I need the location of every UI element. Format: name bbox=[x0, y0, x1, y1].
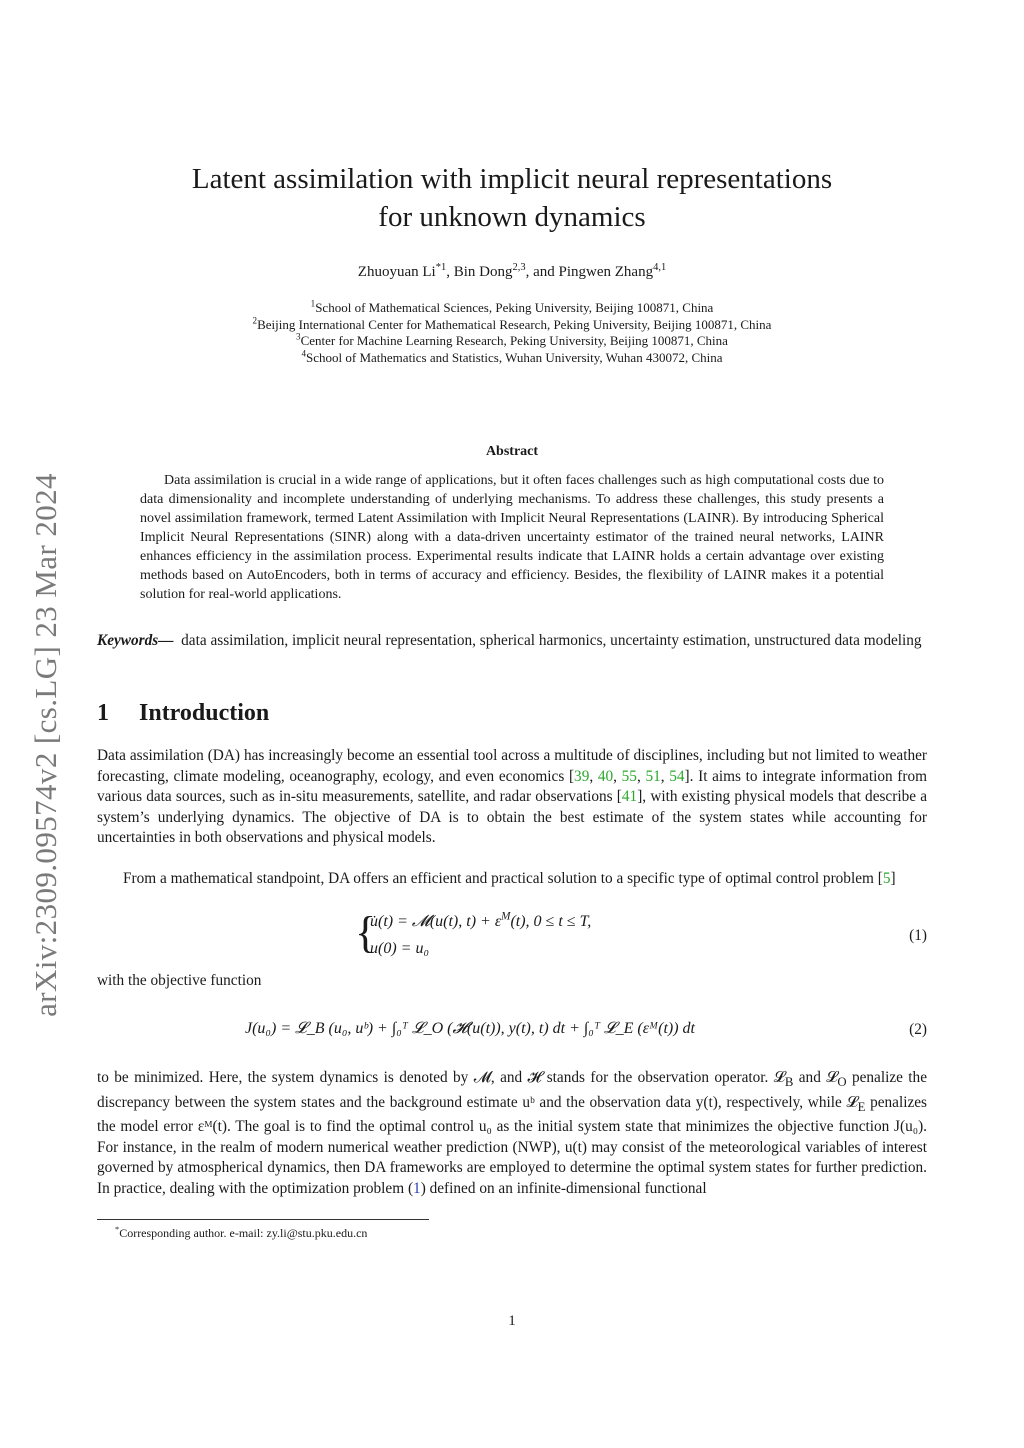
author-name: Zhuoyuan Li bbox=[357, 264, 436, 280]
paper-title bbox=[0, 160, 1024, 236]
affiliation: $^3$Center for Machine Learning Research, Peking University, Beijing 100871, China bbox=[296, 331, 728, 348]
author-sup: *1 bbox=[435, 262, 447, 273]
keywords-label: Keywords— bbox=[97, 632, 174, 649]
abstract-body bbox=[140, 471, 884, 604]
page-number: 1 bbox=[508, 1313, 516, 1329]
affiliation: $^1$School of Mathematical Sciences, Peking University, Beijing 100871, China bbox=[310, 298, 714, 315]
section-heading bbox=[97, 700, 269, 727]
keywords bbox=[97, 631, 927, 652]
affiliation: $^4$School of Mathematics and Statistics, Wuhan University, Wuhan 430072, China bbox=[301, 348, 723, 365]
equation-number: (1) bbox=[909, 927, 927, 944]
equation-number: (2) bbox=[909, 1021, 927, 1038]
intro-paragraph-1: Data assimilation (DA) has increasingly become an essential tool across a multitude of disciplines, including but not limited to weather forecasting, climate modeling, oceanography, ecology, and even economics [39, 40, 55, 51, 54]. It aims to integrate information from various data sources, such as in-situ measurements, satellite, and radar observations [41], with existing physical models that describe a system’s underlying dynamics. The objective of DA is to obtain the best estimate of the system states while accounting for uncertainties in both observations and physical models. bbox=[97, 747, 928, 846]
citation-link[interactable]: 54 bbox=[669, 767, 685, 785]
citation-link[interactable]: 40 bbox=[597, 767, 614, 785]
equation-1-line-2: u(0) = u₀ bbox=[370, 940, 430, 957]
equation-1-line-1: u̇(t) = 𝓜(u(t), $t) + \varepsilon^M(t)$, 0 ≤ t ≤ T, bbox=[370, 910, 592, 930]
citation-link[interactable]: 41 bbox=[621, 788, 638, 805]
author-name: Pingwen Zhang bbox=[558, 264, 654, 280]
author-sup: 2,3 bbox=[512, 262, 526, 273]
intro-paragraph-4: to be minimized. Here, the system dynamics is denoted by 𝓜, and 𝓗 stands for the observation operator. 𝓛$_B$ and 𝓛$_O$ penalize the discrepancy between the system states and the background estimate uᵇ and the observation data y(t), respectively, while 𝓛$_E$ penalizes the model error εᴹ(t). The goal is to find the optimal control u₀ as the initial system state that minimizes the objective function J(u₀). For instance, in the realm of modern numerical weather prediction (NWP), u(t) may consist of the meteorological variables of interest governed by atmospherical dynamics, then DA frameworks are employed to determine the optimal system states for further prediction. In practice, dealing with the optimization problem (1) defined on an infinite-dimensional functional bbox=[97, 1069, 927, 1197]
title-line-2: for unknown dynamics bbox=[378, 201, 646, 233]
section-number: 1 bbox=[97, 700, 109, 726]
footnote-divider bbox=[97, 1219, 429, 1220]
title-line-1: Latent assimilation with implicit neural representations bbox=[191, 163, 833, 195]
equation-ref-link[interactable]: 1 bbox=[413, 1179, 421, 1197]
abstract-text: Data assimilation is crucial in a wide range of applications, but it often faces challenges such as high computational costs due to data dimensionality and incomplete understanding of underlying mechanisms. To address these challenges, this study presents a novel assimilation framework, termed Latent Assimilation with Implicit Neural Representations (LAINR). By introducing Spherical Implicit Neural Representations (SINR) along with a data-driven uncertainty estimator of the trained neural networks, LAINR enhances efficiency in the assimilation process. Experimental results indicate that LAINR holds a certain advantage over existing methods based on AutoEncoders, both in terms of accuracy and efficiency. Besides, the flexibility of LAINR makes it a potential solution for real-world applications. bbox=[140, 473, 884, 602]
equation-brace: { bbox=[355, 908, 377, 957]
footnote: *Corresponding author. e-mail: zy.li@stu.pku.edu.cn bbox=[115, 1225, 368, 1240]
arxiv-identifier: arXiv:2309.09574v2 [cs.LG] 23 Mar 2024 bbox=[28, 473, 63, 1017]
author-list bbox=[0, 264, 1024, 281]
author-sep: , and bbox=[525, 264, 559, 280]
citation-link[interactable]: 39 bbox=[574, 767, 590, 785]
citation-link[interactable]: 55 bbox=[621, 767, 637, 785]
citation-link[interactable]: 5 bbox=[882, 870, 891, 887]
equation-2: J(u₀) = 𝓛_B (u₀, uᵇ) + ∫₀ᵀ 𝓛_O (𝓗(u(t)), y(t), t) dt + ∫₀ᵀ 𝓛_E (εᴹ(t)) dt bbox=[245, 1020, 695, 1037]
abstract-heading: Abstract bbox=[485, 444, 539, 459]
intro-paragraph-3: with the objective function bbox=[97, 972, 262, 989]
affiliations bbox=[0, 300, 1024, 366]
intro-paragraph-2: From a mathematical standpoint, DA offers an efficient and practical solution to a specific type of optimal control problem [5] bbox=[123, 870, 896, 887]
citation-link[interactable]: 51 bbox=[645, 767, 661, 785]
affiliation: $^2$Beijing International Center for Mathematical Research, Peking University, Beijing 100871, China bbox=[252, 315, 772, 332]
section-title: Introduction bbox=[139, 700, 270, 726]
author-sep: , bbox=[446, 264, 454, 280]
keywords-text: data assimilation, implicit neural representation, spherical harmonics, uncertainty estimation, unstructured data modeling bbox=[181, 632, 922, 649]
author-name: Bin Dong bbox=[453, 264, 513, 280]
author-sup: 4,1 bbox=[653, 262, 667, 273]
